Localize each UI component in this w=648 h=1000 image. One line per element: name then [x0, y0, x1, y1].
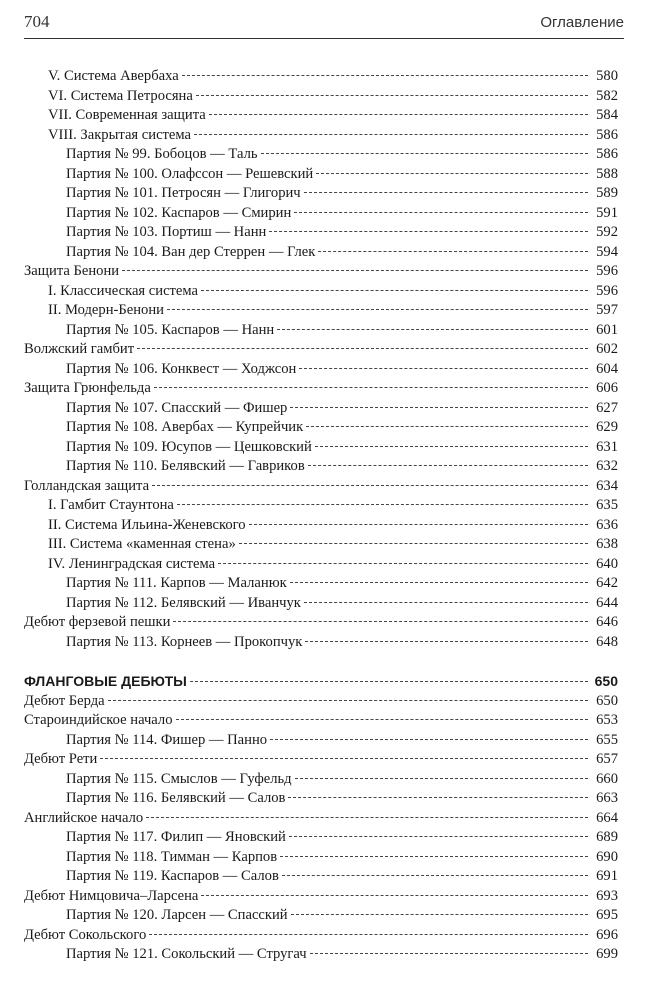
toc-entry-label: Партия № 105. Каспаров — Нанн — [66, 321, 275, 338]
toc-page-number: 657 — [596, 751, 618, 767]
page-number: 704 — [24, 12, 50, 31]
toc-entry-label: ФЛАНГОВЫЕ ДЕБЮТЫ — [24, 673, 187, 689]
dot-leader — [291, 914, 588, 915]
dot-leader — [277, 329, 588, 330]
toc-page-number: 597 — [596, 302, 618, 318]
toc-entry[interactable] — [24, 887, 618, 907]
dot-leader — [218, 563, 588, 564]
toc-entry[interactable] — [24, 555, 618, 575]
toc-page-number: 629 — [596, 419, 618, 435]
toc-page-number: 693 — [596, 887, 618, 904]
toc-entry-label: VIII. Закрытая система — [48, 126, 192, 143]
toc-entry-label: Партия № 101. Петросян — Глигорич — [66, 185, 301, 201]
toc-page-number: 640 — [596, 555, 618, 572]
toc-page-number: 606 — [596, 380, 618, 396]
toc-entry-label: Партия № 103. Портиш — Нанн — [66, 224, 267, 240]
toc-entry-label: Партия № 117. Филип — Яновский — [66, 829, 286, 845]
dot-leader — [294, 212, 588, 213]
toc-page-number: 601 — [596, 321, 618, 338]
toc-page-number: 660 — [596, 770, 618, 787]
dot-leader — [196, 95, 588, 96]
toc-entry[interactable] — [24, 574, 618, 594]
toc-page-number: 650 — [596, 692, 618, 709]
dot-leader — [306, 426, 588, 427]
dot-leader — [288, 797, 588, 798]
toc-entry[interactable] — [24, 223, 618, 243]
toc-entry[interactable] — [24, 731, 618, 751]
toc-entry-label: Дебют Рети — [24, 751, 98, 767]
toc-entry-label: Партия № 102. Каспаров — Смирин — [66, 204, 292, 221]
toc-entry[interactable] — [24, 87, 618, 107]
dot-leader — [122, 270, 588, 271]
toc-entry[interactable] — [24, 301, 618, 321]
toc-page-number: 638 — [596, 536, 618, 552]
toc-entry-label: IV. Ленинградская система — [48, 555, 216, 572]
toc-entry-label: Партия № 113. Корнеев — Прокопчук — [66, 633, 303, 650]
dot-leader — [146, 817, 588, 818]
toc-page-number: 631 — [596, 438, 618, 455]
toc-entry[interactable] — [24, 262, 618, 282]
toc-page-number: 604 — [596, 360, 618, 377]
toc-page-number: 655 — [596, 731, 618, 748]
toc-page-number: 580 — [596, 68, 618, 84]
toc-page-number: 634 — [596, 477, 618, 494]
dot-leader — [173, 621, 588, 622]
dot-leader — [201, 895, 588, 896]
toc-page-number: 642 — [596, 575, 618, 591]
toc-page-number: 592 — [596, 224, 618, 240]
toc-entry-label: VI. Система Петросяна — [48, 87, 193, 104]
dot-leader — [280, 856, 588, 857]
dot-leader — [201, 290, 588, 291]
toc-entry-label: Партия № 121. Сокольский — Стругач — [66, 946, 307, 962]
dot-leader — [182, 75, 588, 76]
toc-entry-label: Партия № 111. Карпов — Маланюк — [66, 575, 287, 591]
dot-leader — [270, 739, 588, 740]
dot-leader — [154, 387, 588, 388]
dot-leader — [167, 309, 588, 310]
toc-page-number: 586 — [596, 126, 618, 143]
toc-entry[interactable] — [24, 360, 618, 380]
toc-entry-label: Партия № 99. Бобоцов — Таль — [66, 146, 258, 162]
toc-entry[interactable] — [24, 204, 618, 224]
toc-entry-label: Дебют Сокольского — [24, 926, 147, 943]
toc-entry[interactable] — [24, 770, 618, 790]
toc-entry[interactable] — [24, 477, 618, 497]
toc-page-number: 602 — [596, 341, 618, 357]
toc-entry-label: Партия № 107. Спасский — Фишер — [66, 399, 288, 416]
toc-entry[interactable] — [24, 750, 618, 770]
dot-leader — [100, 758, 588, 759]
toc-page-number: 648 — [596, 633, 618, 650]
toc-entry[interactable] — [24, 867, 618, 887]
dot-leader — [149, 934, 588, 935]
toc-page-number: 699 — [596, 946, 618, 962]
toc-entry-label: V. Система Авербаха — [48, 68, 179, 84]
dot-leader — [316, 173, 588, 174]
dot-leader — [282, 875, 588, 876]
toc-page-number: 596 — [596, 282, 618, 299]
toc-entry[interactable] — [24, 282, 618, 302]
toc-entry-label: Партия № 106. Конквест — Ходжсон — [66, 360, 297, 377]
toc-entry-label: Партия № 112. Белявский — Иванчук — [66, 594, 301, 611]
toc-entry[interactable] — [24, 399, 618, 419]
dot-leader — [299, 368, 588, 369]
dot-leader — [305, 641, 588, 642]
toc-entry-label: Дебют Берда — [24, 692, 105, 709]
toc-page-number: 646 — [596, 614, 618, 630]
toc-entry[interactable] — [24, 516, 618, 536]
toc-entry[interactable] — [24, 243, 618, 263]
dot-leader — [304, 192, 588, 193]
toc-entry-label: II. Система Ильина-Женевского — [48, 516, 246, 533]
toc-entry[interactable] — [24, 809, 618, 829]
toc-entry[interactable] — [24, 906, 618, 926]
toc-page-number: 690 — [596, 848, 618, 865]
toc-entry[interactable] — [24, 457, 618, 477]
toc-page-number: 644 — [596, 594, 618, 611]
toc-entry-label: Партия № 115. Смыслов — Гуфельд — [66, 770, 292, 787]
dot-leader — [310, 953, 588, 954]
toc-entry-label: Голландская защита — [24, 477, 150, 494]
toc-entry-label: Партия № 104. Ван дер Стеррен — Глек — [66, 243, 316, 260]
dot-leader — [269, 231, 588, 232]
toc-entry-label: Партия № 120. Ларсен — Спасский — [66, 907, 288, 923]
toc-entry-label: Волжский гамбит — [24, 341, 135, 357]
toc-entry[interactable] — [24, 418, 618, 438]
toc-page-number: 695 — [596, 907, 618, 923]
toc-entry-label: Защита Бенони — [24, 263, 120, 279]
dot-leader — [194, 134, 588, 135]
toc-page-number: 650 — [594, 673, 618, 689]
toc-entry-label: Партия № 108. Авербах — Купрейчик — [66, 419, 304, 435]
toc-entry[interactable] — [24, 321, 618, 341]
toc-entry-label: Староиндийское начало — [24, 712, 173, 728]
toc-entry-label: Партия № 109. Юсупов — Цешковский — [66, 438, 312, 455]
toc-entry[interactable] — [24, 106, 618, 126]
toc-entry-label: Защита Грюнфельда — [24, 380, 151, 396]
toc-entry[interactable] — [24, 828, 618, 848]
dot-leader — [108, 700, 588, 701]
toc-page-number: 663 — [596, 790, 618, 806]
dot-leader — [177, 504, 588, 505]
toc-entry-label: Дебют ферзевой пешки — [24, 614, 171, 630]
toc-entry[interactable] — [24, 594, 618, 614]
dot-leader — [209, 114, 588, 115]
dot-leader — [190, 681, 588, 682]
dot-leader — [137, 348, 588, 349]
toc-entry[interactable] — [24, 945, 618, 965]
toc-page-number: 632 — [596, 458, 618, 474]
toc-entry-label: Партия № 100. Олафссон — Решевский — [66, 165, 314, 182]
toc-page-number: 588 — [596, 165, 618, 182]
toc-section-heading[interactable] — [24, 672, 618, 692]
toc-entry[interactable] — [24, 789, 618, 809]
toc-page-number: 594 — [596, 243, 618, 260]
toc-page-number: 664 — [596, 809, 618, 826]
toc-page-number: 591 — [596, 204, 618, 221]
toc-entry[interactable] — [24, 633, 618, 653]
dot-leader — [261, 153, 588, 154]
toc-entry[interactable] — [24, 496, 618, 516]
dot-leader — [318, 251, 588, 252]
toc-entry-label: Партия № 114. Фишер — Панно — [66, 731, 268, 748]
toc-page-number: 689 — [596, 829, 618, 845]
dot-leader — [315, 446, 588, 447]
toc-entry[interactable] — [24, 340, 618, 360]
toc-page-number: 636 — [596, 516, 618, 533]
toc-page-number: 627 — [596, 399, 618, 416]
dot-leader — [239, 543, 588, 544]
toc-entry[interactable] — [24, 711, 618, 731]
toc-entry[interactable] — [24, 613, 618, 633]
dot-leader — [308, 465, 588, 466]
toc-entry[interactable] — [24, 379, 618, 399]
toc-entry-label: Дебют Нимцовича–Ларсена — [24, 887, 199, 904]
toc-entry[interactable] — [24, 165, 618, 185]
toc-page-number: 635 — [596, 497, 618, 513]
toc-entry-label: Партия № 110. Белявский — Гавриков — [66, 458, 305, 474]
toc-entry-label: Партия № 116. Белявский — Салов — [66, 790, 286, 806]
dot-leader — [290, 407, 588, 408]
toc-entry[interactable] — [24, 692, 618, 712]
toc-entry[interactable] — [24, 126, 618, 146]
dot-leader — [295, 778, 588, 779]
dot-leader — [290, 582, 588, 583]
toc-entry-label: Английское начало — [24, 809, 144, 826]
toc-page-number: 596 — [596, 263, 618, 279]
toc-entry-label: Партия № 119. Каспаров — Салов — [66, 868, 279, 884]
running-title: Оглавление — [540, 14, 624, 31]
toc-entry[interactable] — [24, 67, 618, 87]
toc-entry[interactable] — [24, 438, 618, 458]
toc-entry[interactable] — [24, 184, 618, 204]
toc-page-number: 584 — [596, 107, 618, 123]
dot-leader — [152, 485, 588, 486]
header-rule — [24, 38, 624, 39]
toc-entry-label: VII. Современная защита — [48, 107, 206, 123]
dot-leader — [289, 836, 588, 837]
toc-entry-label: I. Классическая система — [48, 282, 199, 299]
toc-page-number: 696 — [596, 926, 618, 943]
toc-page-number: 586 — [596, 146, 618, 162]
toc-entry[interactable] — [24, 535, 618, 555]
page-header — [24, 12, 624, 32]
toc-entry[interactable] — [24, 926, 618, 946]
toc-entry-label: I. Гамбит Стаунтона — [48, 497, 174, 513]
toc-entry-label: Партия № 118. Тимман — Карпов — [66, 848, 278, 865]
toc-page-number: 691 — [596, 868, 618, 884]
toc-page-number: 653 — [596, 712, 618, 728]
toc-entry-label: III. Система «каменная стена» — [48, 536, 236, 552]
toc-entry[interactable] — [24, 848, 618, 868]
toc-page-number: 582 — [596, 87, 618, 104]
dot-leader — [304, 602, 588, 603]
toc-page-number: 589 — [596, 185, 618, 201]
toc-entry-label: II. Модерн-Бенони — [48, 302, 164, 318]
dot-leader — [249, 524, 588, 525]
table-of-contents — [24, 67, 618, 965]
toc-entry[interactable] — [24, 145, 618, 165]
dot-leader — [176, 719, 589, 720]
